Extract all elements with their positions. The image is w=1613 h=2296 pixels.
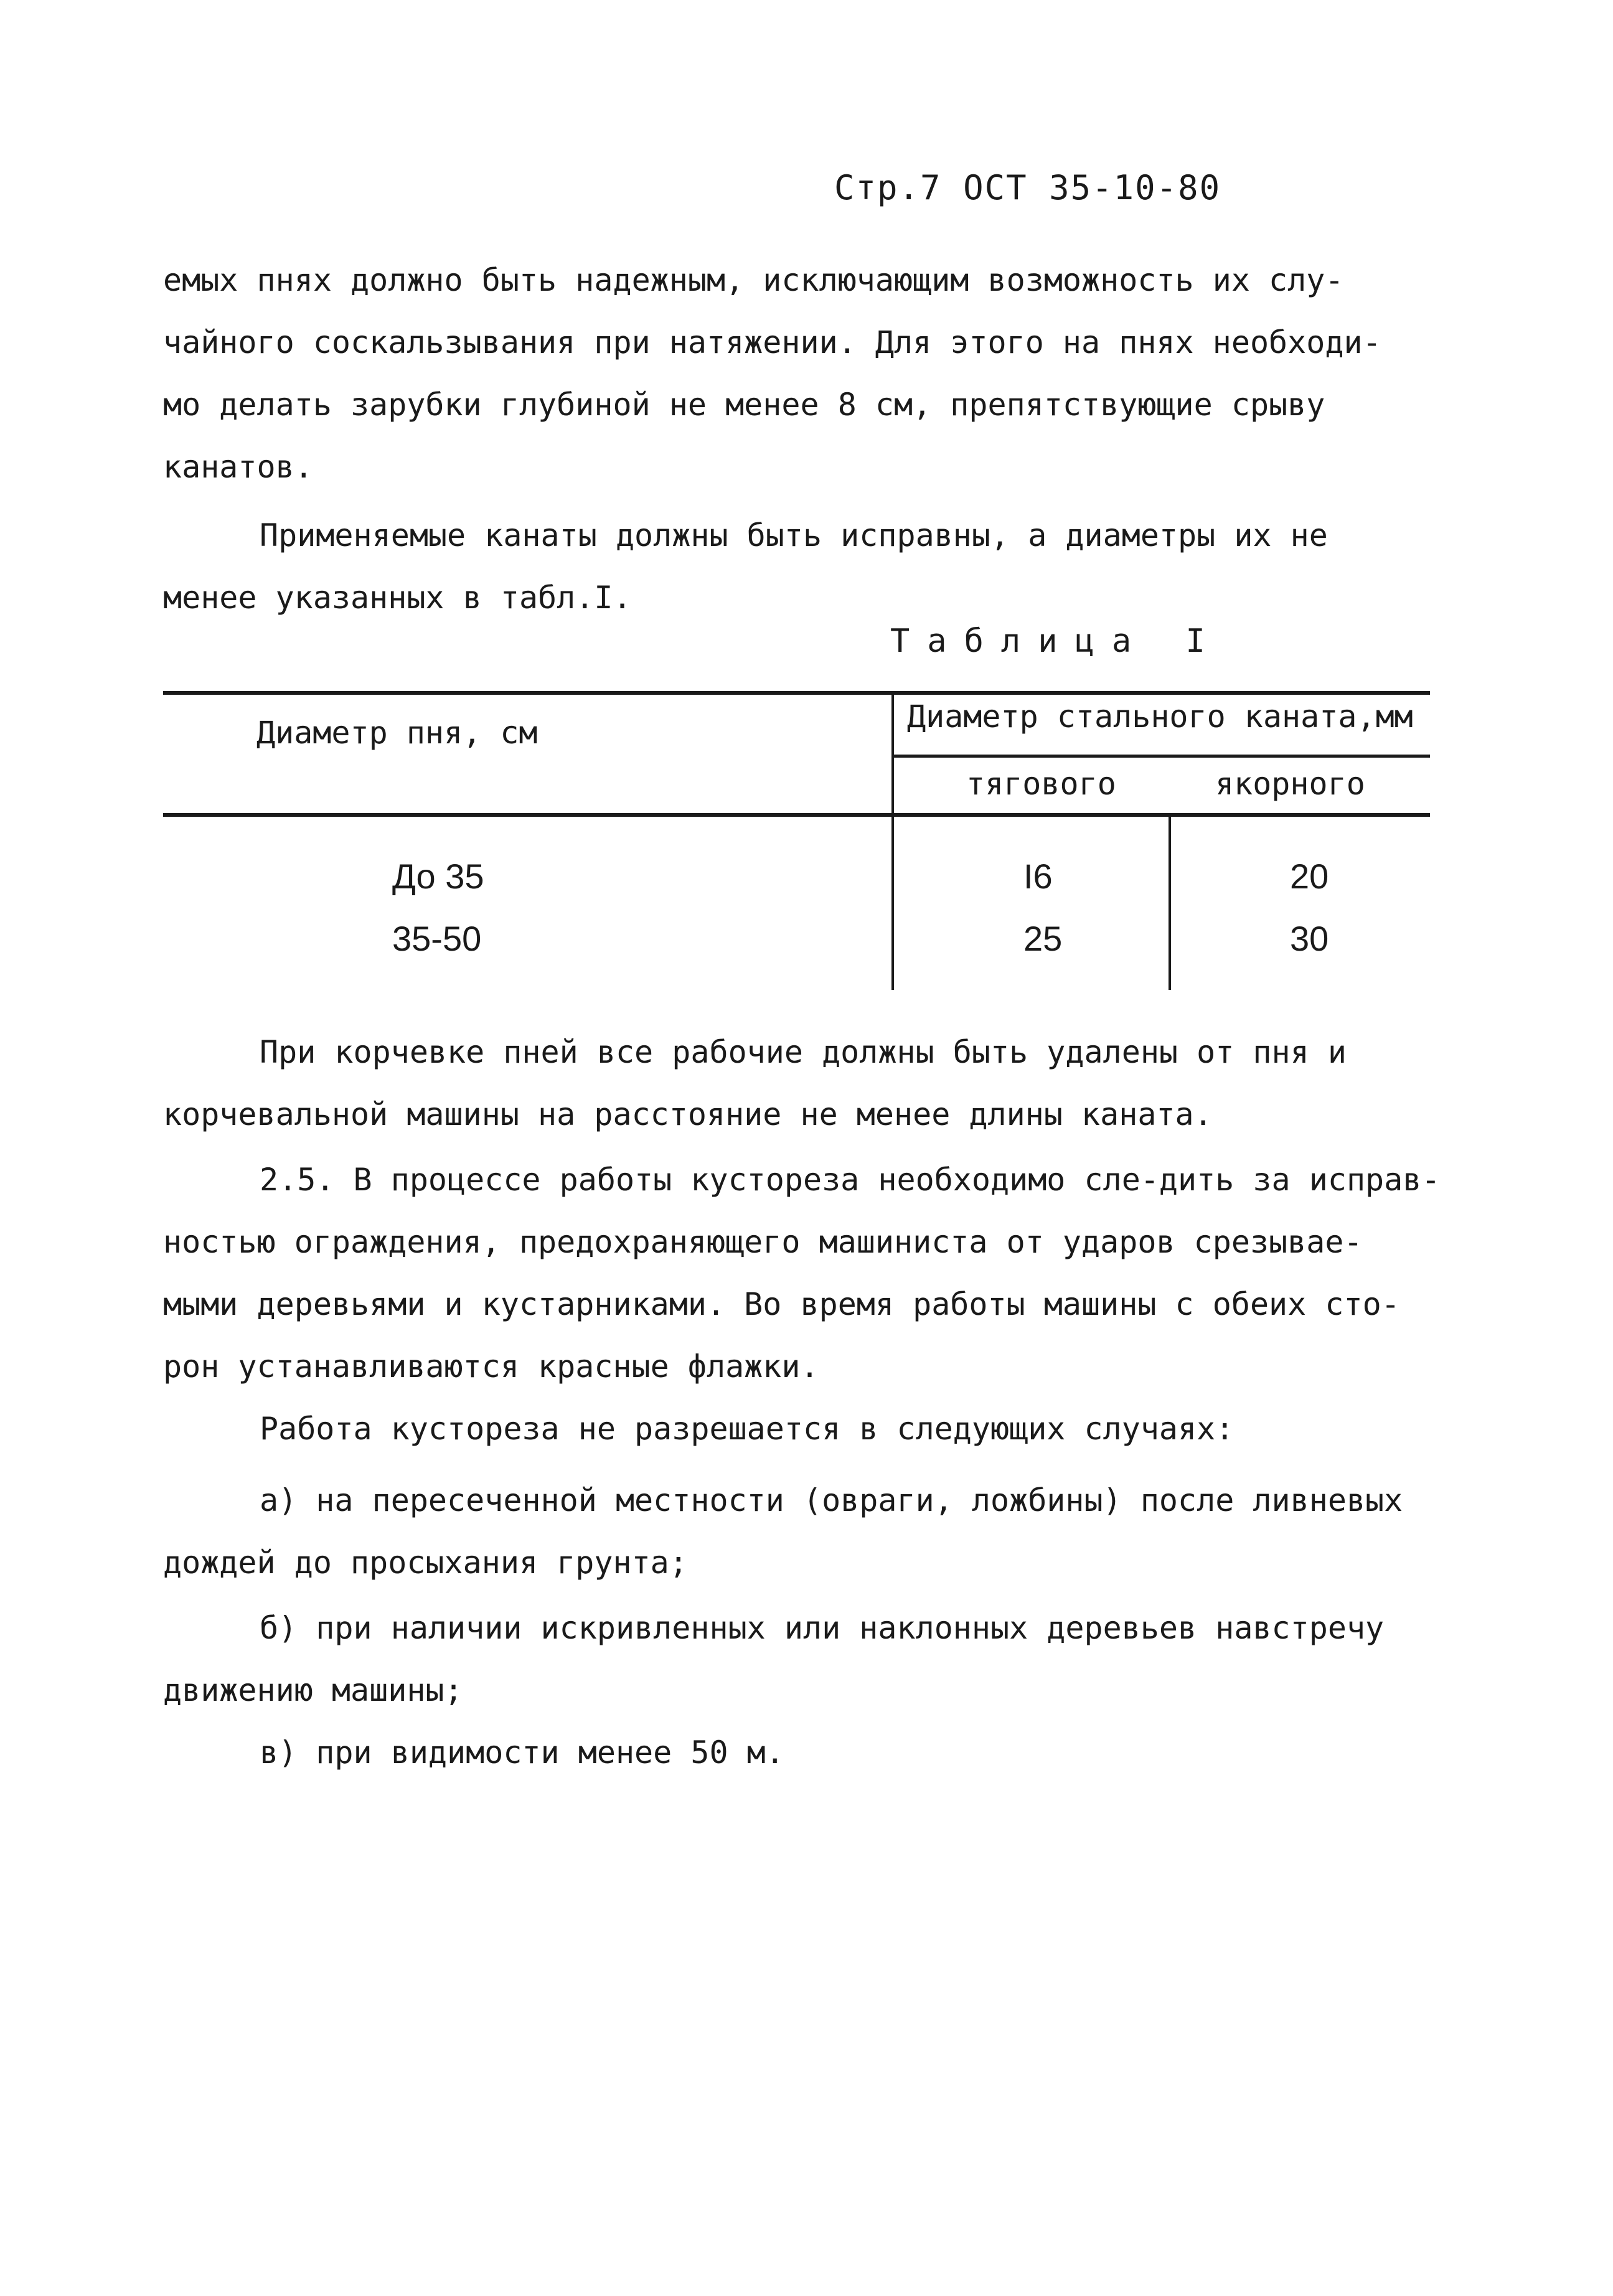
table-caption: Таблица I: [890, 623, 1223, 660]
table-subcolumn-divider: [1169, 817, 1171, 990]
paragraph-stump-cuts: [163, 249, 1433, 498]
text-line: 2.5. В процессе работы кустореза необходимо сле-дить за исправ-: [260, 1162, 1441, 1198]
text-line: менее указанных в табл.I.: [163, 580, 632, 616]
table-cell-stump: До 35: [392, 857, 484, 896]
list-item-a: [163, 1469, 1433, 1594]
text-line: мо делать зарубки глубиной не менее 8 см, препятствующие срыву: [163, 387, 1325, 423]
text-line: рон устанавливаются красные флажки.: [163, 1348, 819, 1385]
table-header-rule: [163, 813, 1430, 817]
paragraph-section-2-5: [163, 1149, 1441, 1398]
text-line: ностью ограждения, предохраняющего машиниста от ударов срезывае-: [163, 1224, 1363, 1260]
table-subheader-rule: [891, 755, 1430, 758]
text-line: б) при наличии искривленных или наклонных деревьев навстречу: [260, 1610, 1385, 1646]
text-line: При корчевке пней все рабочие должны быть удалены от пня и: [260, 1034, 1347, 1070]
header-anchor: якорного: [1215, 766, 1365, 802]
text-line: в) при видимости менее 50 м.: [260, 1734, 784, 1771]
text-line: а) на пересеченной местности (овраги, ложбины) после ливневых: [260, 1482, 1403, 1518]
paragraph-prohibited-cases: [163, 1398, 1433, 1460]
table-column-divider: [891, 691, 894, 990]
paragraph-ropes: [163, 504, 1433, 629]
text-line: канатов.: [163, 449, 313, 485]
table-top-rule: [163, 691, 1430, 695]
text-line: дождей до просыхания грунта;: [163, 1545, 688, 1581]
text-line: Работа кустореза не разрешается в следующих случаях:: [260, 1411, 1234, 1447]
text-line: движению машины;: [163, 1672, 463, 1708]
header-rope-diameter: Диаметр стального каната,мм: [907, 699, 1413, 735]
list-item-c: [163, 1721, 1433, 1784]
text-line: мыми деревьями и кустарниками. Во время работы машины с обеих сто-: [163, 1286, 1400, 1322]
table-cell-anchor: 30: [1290, 919, 1329, 958]
text-line: чайного соскальзывания при натяжении. Для этого на пнях необходи-: [163, 324, 1381, 360]
rope-diameter-table: [163, 691, 1430, 993]
text-line: Применяемые канаты должны быть исправны, а диаметры их не: [260, 517, 1328, 553]
list-item-b: [163, 1597, 1433, 1721]
table-cell-traction: 25: [1023, 919, 1063, 958]
header-traction: тягового: [966, 766, 1116, 802]
table-cell-anchor: 20: [1290, 857, 1329, 896]
table-cell-stump: 35-50: [392, 919, 482, 958]
text-line: корчевальной машины на расстояние не менее длины каната.: [163, 1096, 1213, 1132]
table-cell-traction: I6: [1023, 857, 1053, 896]
header-stump-diameter: Диаметр пня, см: [256, 715, 538, 751]
text-line: емых пнях должно быть надежным, исключающим возможность их слу-: [163, 262, 1344, 298]
page-header: Стр.7 ОСТ 35-10-80: [834, 168, 1221, 207]
paragraph-uprooting: [163, 1021, 1433, 1146]
